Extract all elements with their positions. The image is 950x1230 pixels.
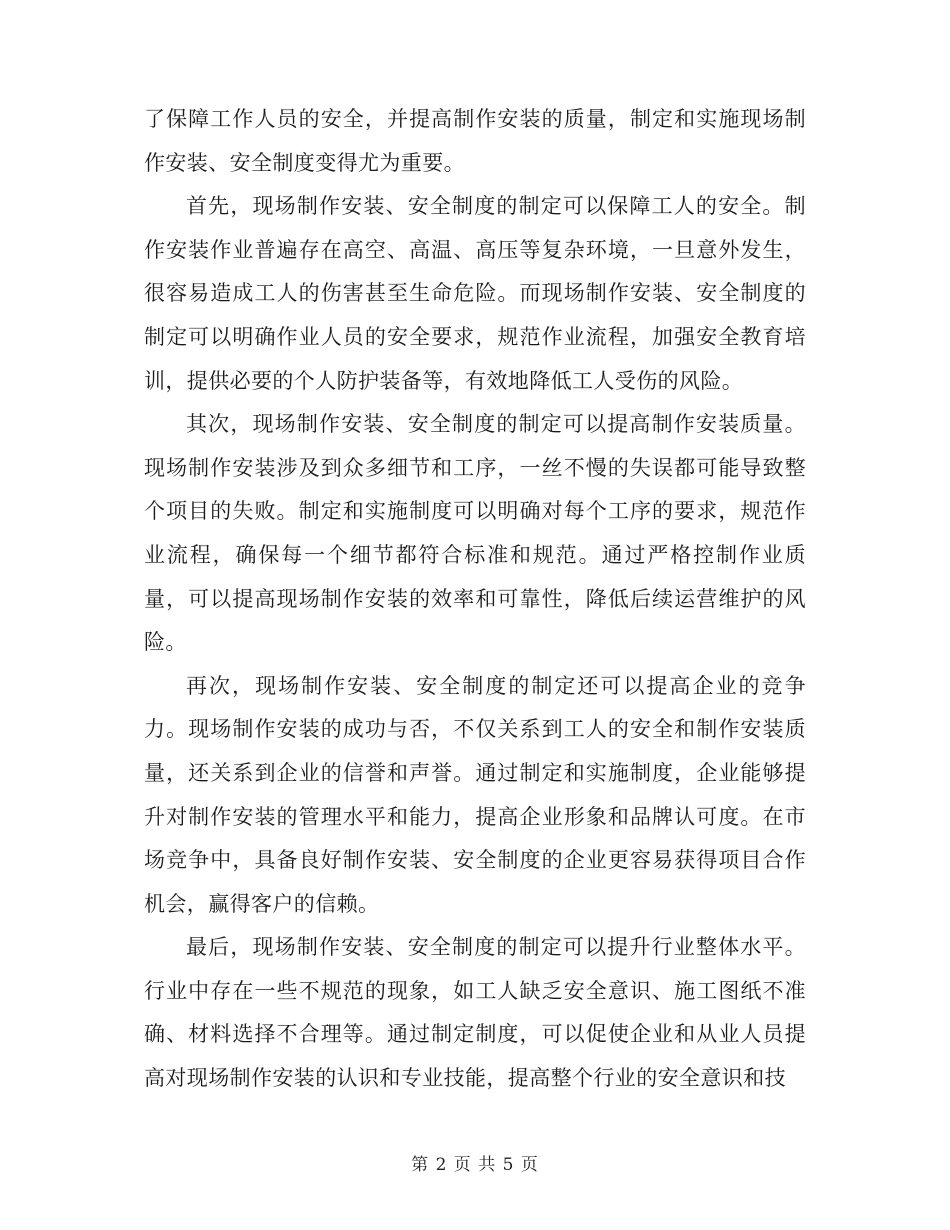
paragraph-continued: 了保障工作人员的安全，并提高制作安装的质量，制定和实施现场制作安装、安全制度变得尤为重要。 xyxy=(144,107,806,175)
paragraph-last: 最后，现场制作安装、安全制度的制定可以提升行业整体水平。行业中存在一些不规范的现象，如工人缺乏安全意识、施工图纸不准确、材料选择不合理等。通过制定制度，可以促使企业和从业人员提高对现场制作安装的认识和专业技能，提高整个行业的安全意识和技 xyxy=(144,935,806,1091)
paragraph-first: 首先，现场制作安装、安全制度的制定可以保障工人的安全。制作安装作业普遍存在高空、高温、高压等复杂环境，一旦意外发生，很容易造成工人的伤害甚至生命危险。而现场制作安装、安全制度的制定可以明确作业人员的安全要求，规范作业流程，加强安全教育培训，提供必要的个人防护装备等，有效地降低工人受伤的风险。 xyxy=(144,194,806,393)
document-body xyxy=(144,98,806,1101)
page-footer: 第 2 页 共 5 页 xyxy=(411,1155,539,1175)
paragraph-second: 其次，现场制作安装、安全制度的制定可以提高制作安装质量。现场制作安装涉及到众多细节和工序，一丝不慢的失误都可能导致整个项目的失败。制定和实施制度可以明确对每个工序的要求，规范作业流程，确保每一个细节都符合标准和规范。通过严格控制作业质量，可以提高现场制作安装的效率和可靠性，降低后续运营维护的风险。 xyxy=(144,412,806,655)
paragraph-third: 再次，现场制作安装、安全制度的制定还可以提高企业的竞争力。现场制作安装的成功与否，不仅关系到工人的安全和制作安装质量，还关系到企业的信誉和声誉。通过制定和实施制度，企业能够提升对制作安装的管理水平和能力，提高企业形象和品牌认可度。在市场竞争中，具备良好制作安装、安全制度的企业更容易获得项目合作机会，赢得客户的信赖。 xyxy=(144,673,806,916)
